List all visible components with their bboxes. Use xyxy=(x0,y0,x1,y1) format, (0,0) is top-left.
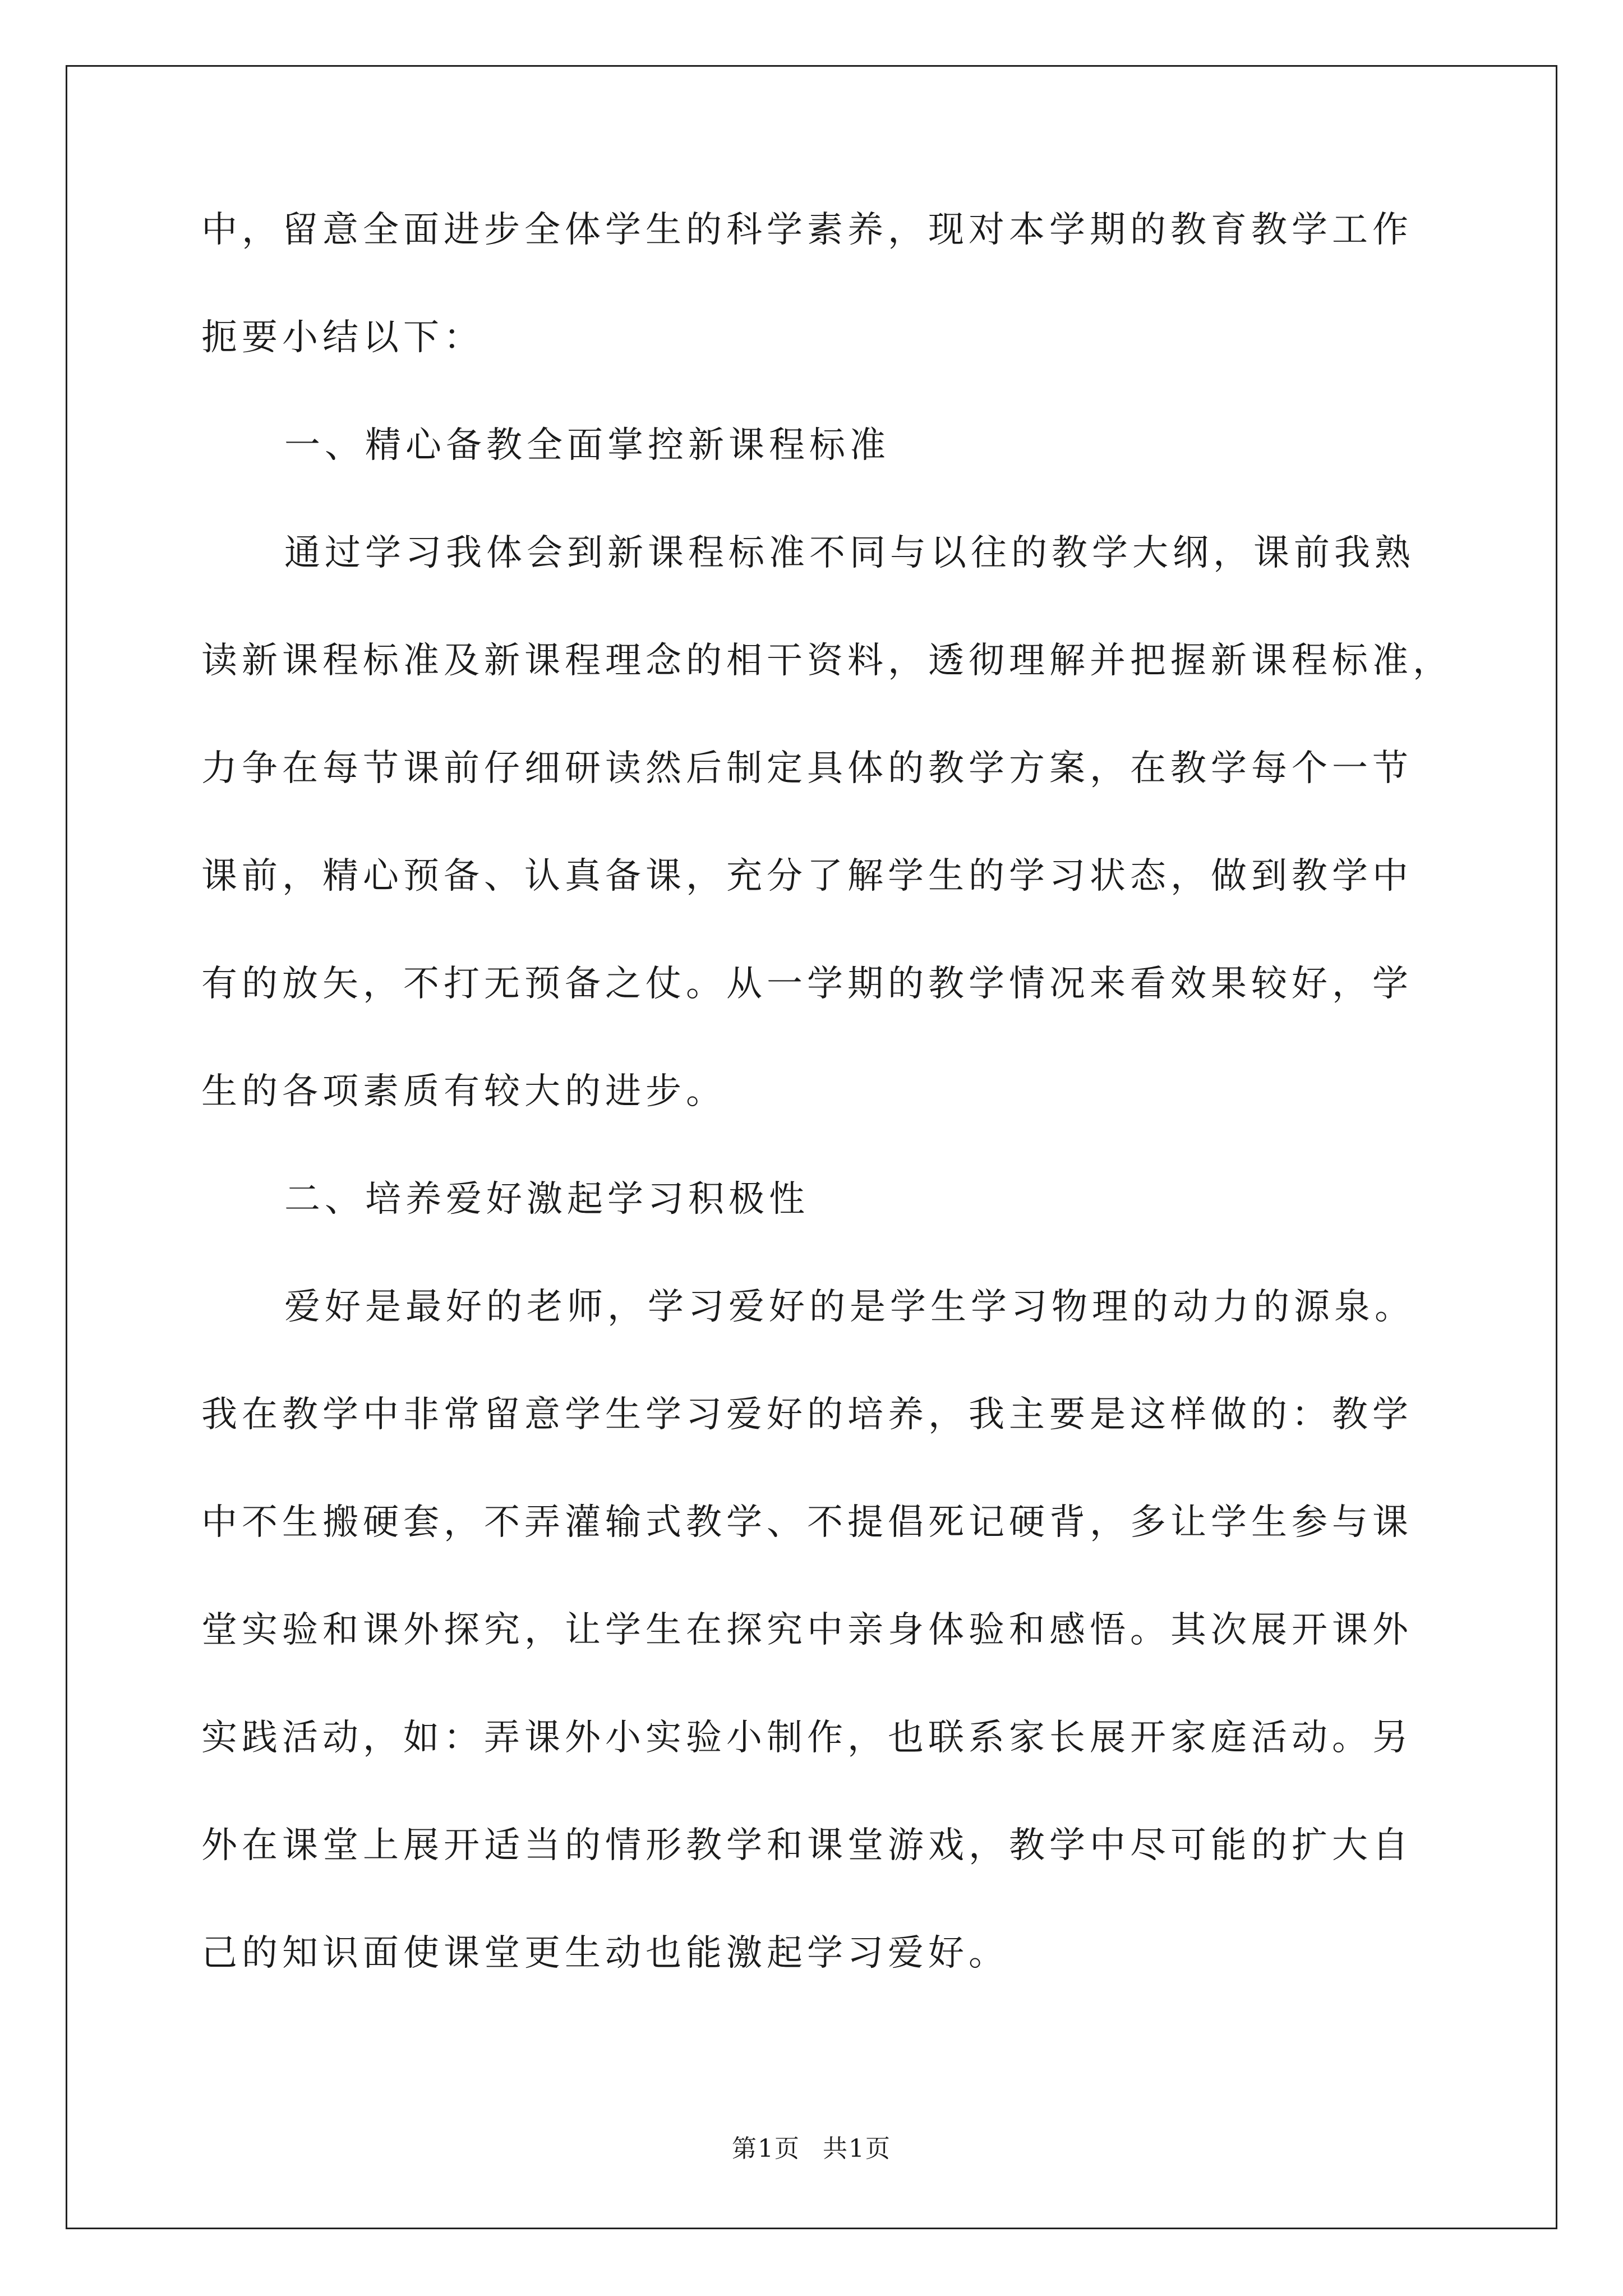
text-line: 力争在每节课前仔细研读然后制定具体的教学方案，在教学每个一节 xyxy=(201,748,1413,789)
text-line: 生的各项素质有较大的进步。 xyxy=(201,1071,726,1112)
text-line: 爱好是最好的老师，学习爱好的是学生学习物理的动力的源泉。 xyxy=(284,1286,1415,1328)
text-line: 中不生搬硬套，不弄灌输式教学、不提倡死记硬背，多让学生参与课 xyxy=(201,1502,1413,1543)
page-number: 第1页 xyxy=(732,2134,800,2163)
text-line: 通过学习我体会到新课程标准不同与以往的教学大纲，课前我熟 xyxy=(284,532,1415,574)
document-body xyxy=(201,208,1453,2039)
text-line: 中，留意全面进步全体学生的科学素养，现对本学期的教育教学工作 xyxy=(201,209,1413,251)
text-line: 一、精心备教全面掌控新课程标准 xyxy=(284,425,890,466)
text-line: 读新课程标准及新课程理念的相干资料，透彻理解并把握新课程标准， xyxy=(201,640,1453,682)
text-line: 扼要小结以下： xyxy=(201,317,484,358)
text-line: 实践活动，如：弄课外小实验小制作，也联系家长展开家庭活动。另 xyxy=(201,1717,1413,1759)
text-line: 外在课堂上展开适当的情形教学和课堂游戏，教学中尽可能的扩大自 xyxy=(201,1825,1413,1866)
text-line: 己的知识面使课堂更生动也能激起学习爱好。 xyxy=(201,1932,1009,1974)
text-line: 有的放矢，不打无预备之仗。从一学期的教学情况来看效果较好，学 xyxy=(201,963,1413,1005)
text-line: 我在教学中非常留意学生学习爱好的培养，我主要是这样做的：教学 xyxy=(201,1394,1413,1435)
page-footer xyxy=(0,2128,1623,2164)
text-line: 课前，精心预备、认真备课，充分了解学生的学习状态，做到教学中 xyxy=(201,855,1413,897)
text-line: 堂实验和课外探究，让学生在探究中亲身体验和感悟。其次展开课外 xyxy=(201,1609,1413,1651)
page-total: 共1页 xyxy=(823,2134,891,2163)
text-line: 二、培养爱好激起学习积极性 xyxy=(284,1179,809,1220)
